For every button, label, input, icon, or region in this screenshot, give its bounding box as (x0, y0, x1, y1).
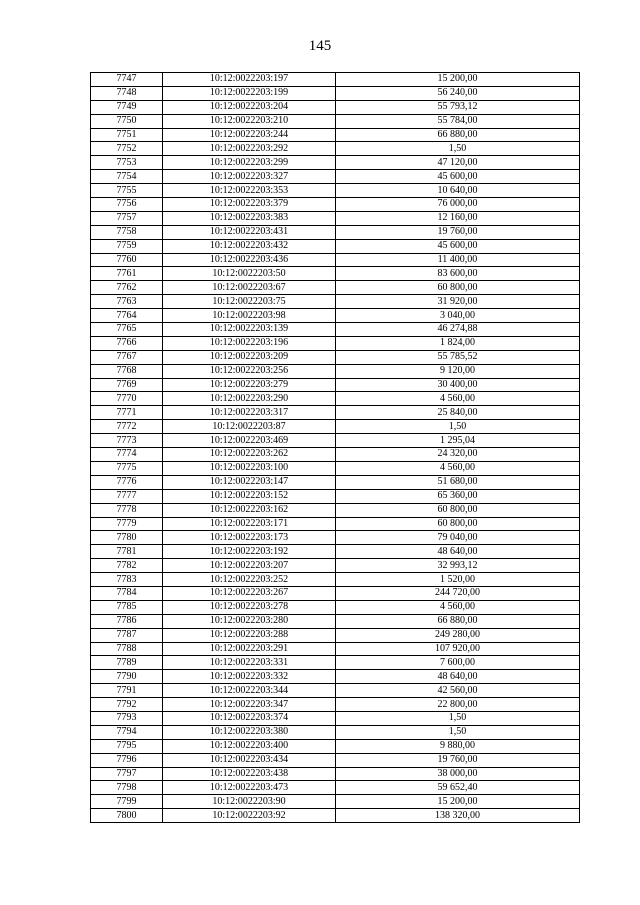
amount-cell: 55 784,00 (336, 114, 580, 128)
table-row (91, 614, 580, 628)
cadastral-number-cell: 10:12:0022203:92 (163, 809, 336, 823)
amount-cell: 9 120,00 (336, 364, 580, 378)
cadastral-number-cell: 10:12:0022203:431 (163, 225, 336, 239)
amount-cell: 3 040,00 (336, 309, 580, 323)
table-row (91, 586, 580, 600)
row-number-cell: 7750 (91, 114, 163, 128)
table-row (91, 239, 580, 253)
amount-cell: 249 280,00 (336, 628, 580, 642)
cadastral-number-cell: 10:12:0022203:380 (163, 725, 336, 739)
amount-cell: 76 000,00 (336, 198, 580, 212)
amount-cell: 48 640,00 (336, 545, 580, 559)
cadastral-number-cell: 10:12:0022203:244 (163, 128, 336, 142)
registry-table (90, 72, 580, 823)
cadastral-number-cell: 10:12:0022203:204 (163, 100, 336, 114)
cadastral-number-cell: 10:12:0022203:291 (163, 642, 336, 656)
amount-cell: 244 720,00 (336, 586, 580, 600)
row-number-cell: 7785 (91, 600, 163, 614)
row-number-cell: 7748 (91, 86, 163, 100)
row-number-cell: 7782 (91, 559, 163, 573)
table-row (91, 725, 580, 739)
table-row (91, 795, 580, 809)
cadastral-number-cell: 10:12:0022203:162 (163, 503, 336, 517)
cadastral-number-cell: 10:12:0022203:75 (163, 295, 336, 309)
cadastral-number-cell: 10:12:0022203:197 (163, 73, 336, 87)
amount-cell: 22 800,00 (336, 698, 580, 712)
row-number-cell: 7783 (91, 573, 163, 587)
cadastral-number-cell: 10:12:0022203:278 (163, 600, 336, 614)
amount-cell: 4 560,00 (336, 461, 580, 475)
table-row (91, 100, 580, 114)
cadastral-number-cell: 10:12:0022203:288 (163, 628, 336, 642)
table-row (91, 753, 580, 767)
row-number-cell: 7759 (91, 239, 163, 253)
row-number-cell: 7764 (91, 309, 163, 323)
amount-cell: 55 793,12 (336, 100, 580, 114)
cadastral-number-cell: 10:12:0022203:347 (163, 698, 336, 712)
amount-cell: 1 295,04 (336, 434, 580, 448)
amount-cell: 11 400,00 (336, 253, 580, 267)
page-number: 145 (308, 38, 332, 54)
amount-cell: 45 600,00 (336, 239, 580, 253)
amount-cell: 65 360,00 (336, 489, 580, 503)
row-number-cell: 7749 (91, 100, 163, 114)
table-row (91, 656, 580, 670)
row-number-cell: 7773 (91, 434, 163, 448)
cadastral-number-cell: 10:12:0022203:173 (163, 531, 336, 545)
amount-cell: 48 640,00 (336, 670, 580, 684)
cadastral-number-cell: 10:12:0022203:152 (163, 489, 336, 503)
table-row (91, 600, 580, 614)
registry-table-body (91, 73, 580, 823)
table-row (91, 156, 580, 170)
amount-cell: 66 880,00 (336, 614, 580, 628)
table-row (91, 670, 580, 684)
row-number-cell: 7766 (91, 336, 163, 350)
amount-cell: 1 824,00 (336, 336, 580, 350)
cadastral-number-cell: 10:12:0022203:469 (163, 434, 336, 448)
table-row (91, 545, 580, 559)
table-row (91, 448, 580, 462)
amount-cell: 45 600,00 (336, 170, 580, 184)
row-number-cell: 7774 (91, 448, 163, 462)
row-number-cell: 7767 (91, 350, 163, 364)
cadastral-number-cell: 10:12:0022203:67 (163, 281, 336, 295)
cadastral-number-cell: 10:12:0022203:280 (163, 614, 336, 628)
cadastral-number-cell: 10:12:0022203:317 (163, 406, 336, 420)
amount-cell: 19 760,00 (336, 225, 580, 239)
row-number-cell: 7751 (91, 128, 163, 142)
row-number-cell: 7757 (91, 211, 163, 225)
amount-cell: 79 040,00 (336, 531, 580, 545)
row-number-cell: 7788 (91, 642, 163, 656)
cadastral-number-cell: 10:12:0022203:327 (163, 170, 336, 184)
table-row (91, 739, 580, 753)
cadastral-number-cell: 10:12:0022203:196 (163, 336, 336, 350)
table-row (91, 267, 580, 281)
amount-cell: 1,50 (336, 420, 580, 434)
row-number-cell: 7790 (91, 670, 163, 684)
table-row (91, 781, 580, 795)
cadastral-number-cell: 10:12:0022203:383 (163, 211, 336, 225)
table-row (91, 573, 580, 587)
cadastral-number-cell: 10:12:0022203:279 (163, 378, 336, 392)
cadastral-number-cell: 10:12:0022203:331 (163, 656, 336, 670)
amount-cell: 51 680,00 (336, 475, 580, 489)
row-number-cell: 7799 (91, 795, 163, 809)
amount-cell: 4 560,00 (336, 600, 580, 614)
cadastral-number-cell: 10:12:0022203:267 (163, 586, 336, 600)
table-row (91, 378, 580, 392)
row-number-cell: 7752 (91, 142, 163, 156)
row-number-cell: 7781 (91, 545, 163, 559)
row-number-cell: 7795 (91, 739, 163, 753)
row-number-cell: 7747 (91, 73, 163, 87)
table-row (91, 517, 580, 531)
table-row (91, 184, 580, 198)
amount-cell: 55 785,52 (336, 350, 580, 364)
amount-cell: 66 880,00 (336, 128, 580, 142)
row-number-cell: 7763 (91, 295, 163, 309)
amount-cell: 12 160,00 (336, 211, 580, 225)
cadastral-number-cell: 10:12:0022203:262 (163, 448, 336, 462)
row-number-cell: 7793 (91, 711, 163, 725)
amount-cell: 59 652,40 (336, 781, 580, 795)
amount-cell: 19 760,00 (336, 753, 580, 767)
row-number-cell: 7780 (91, 531, 163, 545)
row-number-cell: 7791 (91, 684, 163, 698)
table-row (91, 406, 580, 420)
cadastral-number-cell: 10:12:0022203:432 (163, 239, 336, 253)
row-number-cell: 7778 (91, 503, 163, 517)
amount-cell: 46 274,88 (336, 323, 580, 337)
amount-cell: 31 920,00 (336, 295, 580, 309)
table-row (91, 128, 580, 142)
row-number-cell: 7789 (91, 656, 163, 670)
cadastral-number-cell: 10:12:0022203:292 (163, 142, 336, 156)
row-number-cell: 7769 (91, 378, 163, 392)
cadastral-number-cell: 10:12:0022203:473 (163, 781, 336, 795)
amount-cell: 42 560,00 (336, 684, 580, 698)
amount-cell: 56 240,00 (336, 86, 580, 100)
table-row (91, 698, 580, 712)
table-row (91, 711, 580, 725)
amount-cell: 1 520,00 (336, 573, 580, 587)
table-row (91, 461, 580, 475)
row-number-cell: 7756 (91, 198, 163, 212)
table-row (91, 73, 580, 87)
row-number-cell: 7758 (91, 225, 163, 239)
cadastral-number-cell: 10:12:0022203:252 (163, 573, 336, 587)
amount-cell: 15 200,00 (336, 73, 580, 87)
amount-cell: 9 880,00 (336, 739, 580, 753)
row-number-cell: 7798 (91, 781, 163, 795)
row-number-cell: 7797 (91, 767, 163, 781)
amount-cell: 1,50 (336, 711, 580, 725)
cadastral-number-cell: 10:12:0022203:400 (163, 739, 336, 753)
cadastral-number-cell: 10:12:0022203:299 (163, 156, 336, 170)
amount-cell: 60 800,00 (336, 517, 580, 531)
cadastral-number-cell: 10:12:0022203:90 (163, 795, 336, 809)
row-number-cell: 7768 (91, 364, 163, 378)
cadastral-number-cell: 10:12:0022203:379 (163, 198, 336, 212)
row-number-cell: 7775 (91, 461, 163, 475)
table-row (91, 350, 580, 364)
row-number-cell: 7794 (91, 725, 163, 739)
amount-cell: 15 200,00 (336, 795, 580, 809)
table-row (91, 364, 580, 378)
row-number-cell: 7800 (91, 809, 163, 823)
cadastral-number-cell: 10:12:0022203:192 (163, 545, 336, 559)
row-number-cell: 7772 (91, 420, 163, 434)
table-row (91, 309, 580, 323)
table-row (91, 198, 580, 212)
row-number-cell: 7786 (91, 614, 163, 628)
amount-cell: 60 800,00 (336, 281, 580, 295)
cadastral-number-cell: 10:12:0022203:434 (163, 753, 336, 767)
amount-cell: 138 320,00 (336, 809, 580, 823)
cadastral-number-cell: 10:12:0022203:290 (163, 392, 336, 406)
row-number-cell: 7760 (91, 253, 163, 267)
row-number-cell: 7792 (91, 698, 163, 712)
row-number-cell: 7770 (91, 392, 163, 406)
table-row (91, 628, 580, 642)
row-number-cell: 7765 (91, 323, 163, 337)
row-number-cell: 7796 (91, 753, 163, 767)
row-number-cell: 7771 (91, 406, 163, 420)
cadastral-number-cell: 10:12:0022203:147 (163, 475, 336, 489)
amount-cell: 24 320,00 (336, 448, 580, 462)
cadastral-number-cell: 10:12:0022203:50 (163, 267, 336, 281)
cadastral-number-cell: 10:12:0022203:353 (163, 184, 336, 198)
row-number-cell: 7754 (91, 170, 163, 184)
amount-cell: 47 120,00 (336, 156, 580, 170)
table-row (91, 295, 580, 309)
table-row (91, 142, 580, 156)
amount-cell: 10 640,00 (336, 184, 580, 198)
row-number-cell: 7762 (91, 281, 163, 295)
row-number-cell: 7755 (91, 184, 163, 198)
row-number-cell: 7761 (91, 267, 163, 281)
row-number-cell: 7779 (91, 517, 163, 531)
table-row (91, 559, 580, 573)
row-number-cell: 7776 (91, 475, 163, 489)
cadastral-number-cell: 10:12:0022203:344 (163, 684, 336, 698)
cadastral-number-cell: 10:12:0022203:210 (163, 114, 336, 128)
table-row (91, 420, 580, 434)
amount-cell: 4 560,00 (336, 392, 580, 406)
table-row (91, 809, 580, 823)
table-row (91, 392, 580, 406)
table-row (91, 642, 580, 656)
table-row (91, 531, 580, 545)
amount-cell: 1,50 (336, 142, 580, 156)
cadastral-number-cell: 10:12:0022203:87 (163, 420, 336, 434)
cadastral-number-cell: 10:12:0022203:207 (163, 559, 336, 573)
amount-cell: 83 600,00 (336, 267, 580, 281)
table-row (91, 475, 580, 489)
amount-cell: 30 400,00 (336, 378, 580, 392)
table-row (91, 86, 580, 100)
table-row (91, 336, 580, 350)
table-row (91, 323, 580, 337)
table-row (91, 170, 580, 184)
table-row (91, 434, 580, 448)
row-number-cell: 7784 (91, 586, 163, 600)
table-row (91, 767, 580, 781)
table-row (91, 503, 580, 517)
row-number-cell: 7787 (91, 628, 163, 642)
cadastral-number-cell: 10:12:0022203:438 (163, 767, 336, 781)
cadastral-number-cell: 10:12:0022203:139 (163, 323, 336, 337)
row-number-cell: 7753 (91, 156, 163, 170)
amount-cell: 107 920,00 (336, 642, 580, 656)
amount-cell: 60 800,00 (336, 503, 580, 517)
cadastral-number-cell: 10:12:0022203:332 (163, 670, 336, 684)
cadastral-number-cell: 10:12:0022203:100 (163, 461, 336, 475)
amount-cell: 38 000,00 (336, 767, 580, 781)
cadastral-number-cell: 10:12:0022203:199 (163, 86, 336, 100)
amount-cell: 7 600,00 (336, 656, 580, 670)
cadastral-number-cell: 10:12:0022203:171 (163, 517, 336, 531)
table-row (91, 253, 580, 267)
table-row (91, 211, 580, 225)
amount-cell: 32 993,12 (336, 559, 580, 573)
table-row (91, 489, 580, 503)
amount-cell: 1,50 (336, 725, 580, 739)
table-row (91, 114, 580, 128)
cadastral-number-cell: 10:12:0022203:98 (163, 309, 336, 323)
cadastral-number-cell: 10:12:0022203:256 (163, 364, 336, 378)
row-number-cell: 7777 (91, 489, 163, 503)
cadastral-number-cell: 10:12:0022203:209 (163, 350, 336, 364)
table-row (91, 684, 580, 698)
cadastral-number-cell: 10:12:0022203:374 (163, 711, 336, 725)
table-row (91, 281, 580, 295)
cadastral-number-cell: 10:12:0022203:436 (163, 253, 336, 267)
table-row (91, 225, 580, 239)
amount-cell: 25 840,00 (336, 406, 580, 420)
